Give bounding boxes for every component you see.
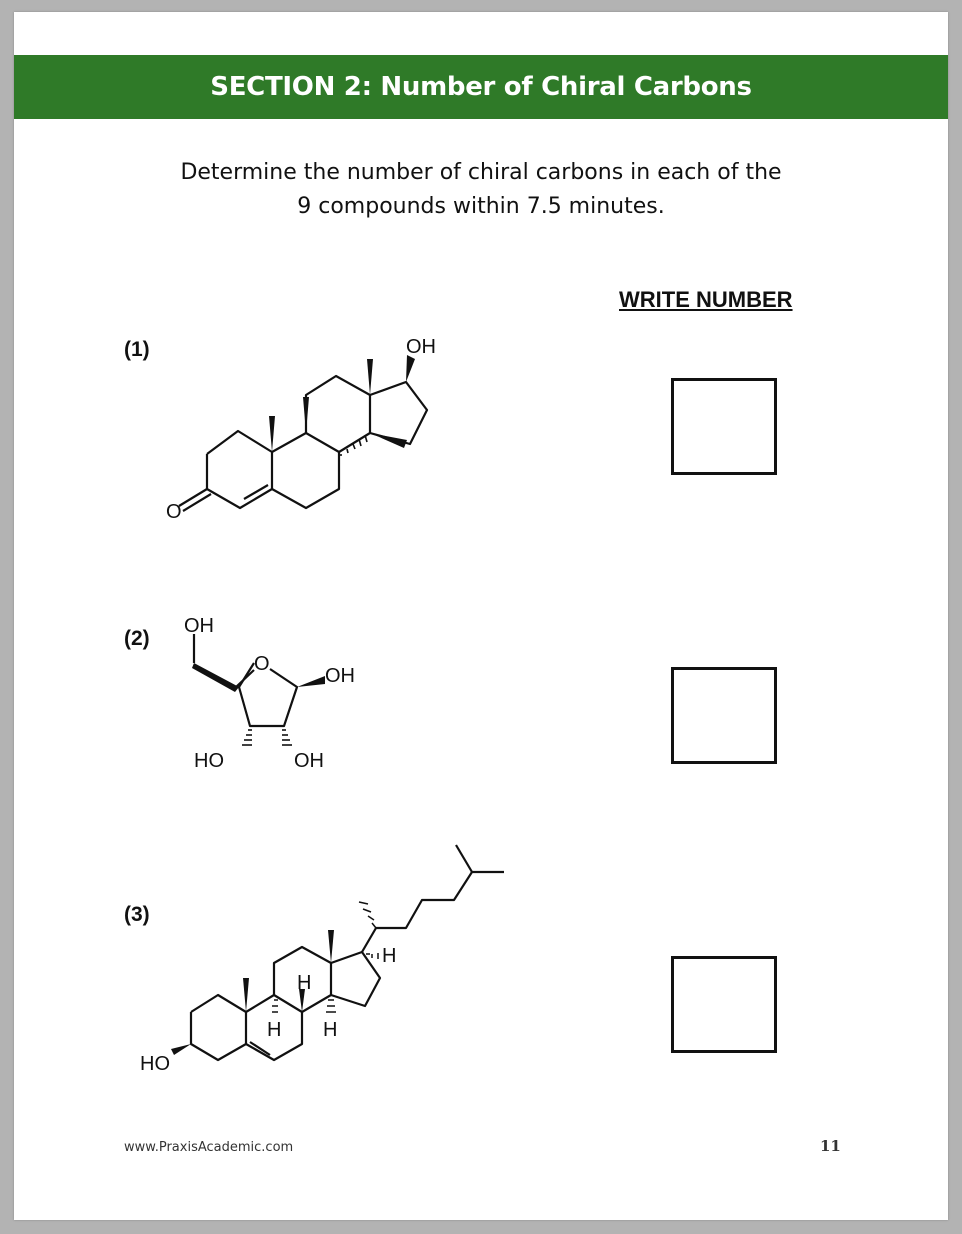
q3-h-label-2: H xyxy=(267,1019,282,1041)
page-number: 11 xyxy=(820,1137,841,1155)
answer-box-3[interactable] xyxy=(671,956,777,1053)
question-1-label: (1) xyxy=(124,338,150,361)
worksheet-page xyxy=(14,12,948,1220)
q3-hydroxyl-label: HO xyxy=(140,1053,170,1075)
question-3-label: (3) xyxy=(124,903,150,926)
q3-h-label-4: H xyxy=(382,945,397,967)
question-3-structure xyxy=(14,12,948,1220)
q2-top-hydroxyl-label: OH xyxy=(184,615,214,637)
q1-hydroxyl-label: OH xyxy=(406,336,436,358)
q2-ring-oxygen-label: O xyxy=(254,653,270,675)
section-title: SECTION 2: Number of Chiral Carbons xyxy=(210,72,752,102)
instructions-line-2: 9 compounds within 7.5 minutes. xyxy=(297,194,665,219)
q3-h-label-1: H xyxy=(297,972,312,994)
q2-bottom-left-hydroxyl-label: HO xyxy=(194,750,224,772)
footer-url: www.PraxisAcademic.com xyxy=(124,1140,294,1155)
q3-h-label-3: H xyxy=(323,1019,338,1041)
answer-column-header: WRITE NUMBER xyxy=(619,287,793,312)
instructions-line-1: Determine the number of chiral carbons in each of the xyxy=(180,160,782,185)
q1-ketone-oxygen-label: O xyxy=(166,501,182,523)
q2-bottom-right-hydroxyl-label: OH xyxy=(294,750,324,772)
q2-right-hydroxyl-label: OH xyxy=(325,665,355,687)
question-2-label: (2) xyxy=(124,627,150,650)
